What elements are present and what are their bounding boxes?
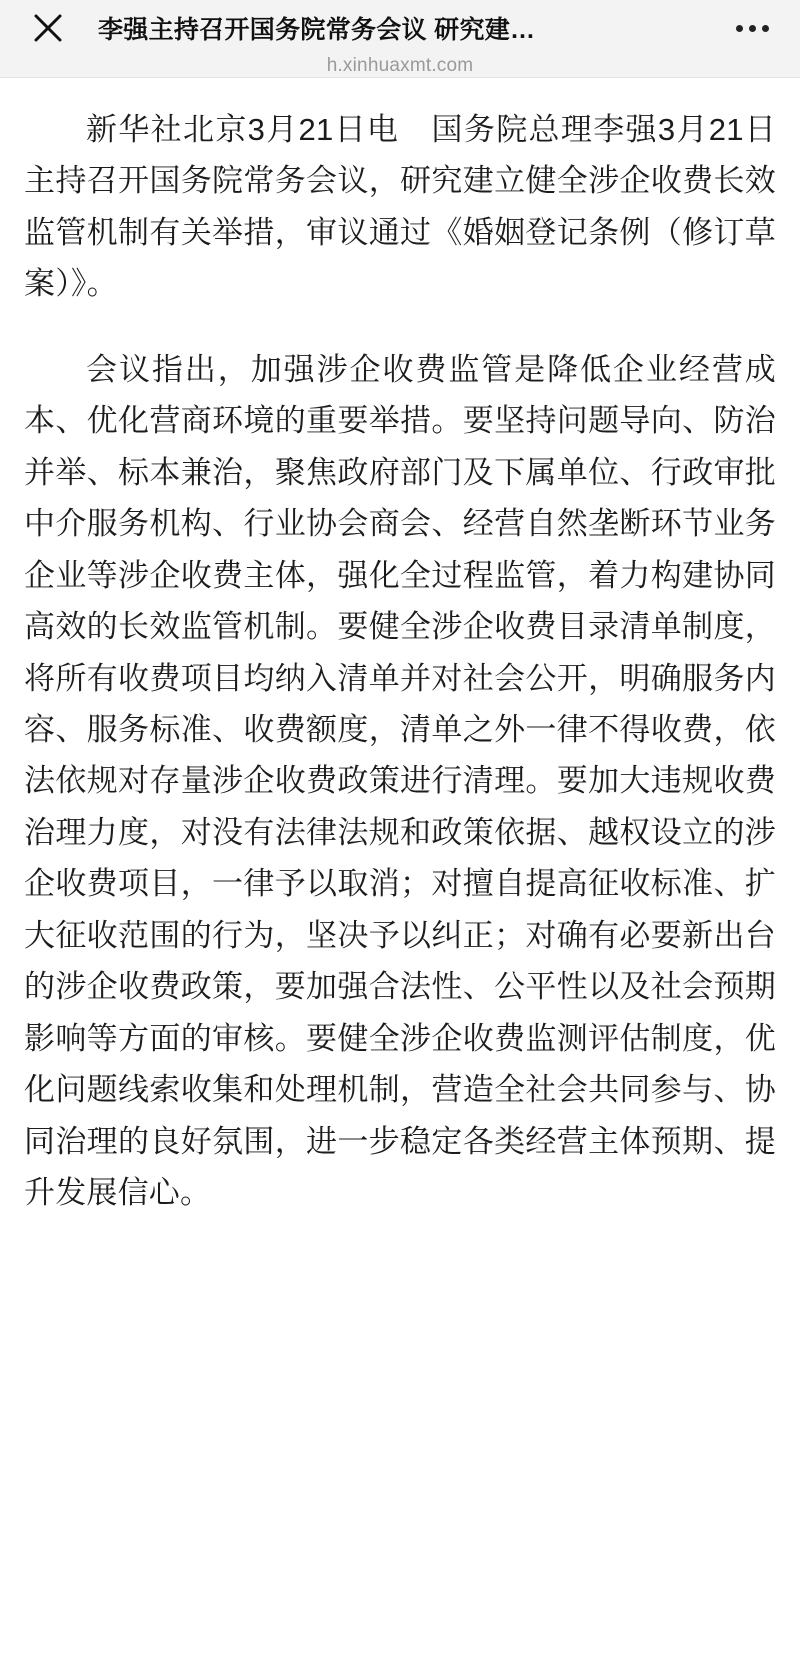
browser-top-bar bbox=[0, 0, 800, 78]
more-options-icon-dot2 bbox=[749, 25, 756, 32]
article-paragraph: 新华社北京3月21日电 国务院总理李强3月21日主持召开国务院常务会议，研究建立健全涉企收费长效监管机制有关举措，审议通过《婚姻登记条例（修订草案）》。 bbox=[24, 112, 776, 302]
more-options-icon-dot3 bbox=[762, 25, 769, 32]
url-text: h.xinhuaxmt.com bbox=[326, 55, 474, 76]
article-body bbox=[0, 78, 800, 1259]
url-row bbox=[0, 56, 800, 78]
browser-bar-row bbox=[0, 0, 800, 56]
page-title: 李强主持召开国务院常务会议 研究建… bbox=[98, 16, 536, 44]
article-paragraph: 会议指出，加强涉企收费监管是降低企业经营成本、优化营商环境的重要举措。要坚持问题导向、防治并举、标本兼治，聚焦政府部门及下属单位、行政审批中介服务机构、行业协会商会、经营自然垄断环节业务企业等涉企收费主体，强化全过程监管，着力构建协同高效的长效监管机制。要健全涉企收费目录清单制度，将所有收费项目均纳入清单并对社会公开，明确服务内容、服务标准、收费额度，清单之外一律不得收费，依法依规对存量涉企收费政策进行清理。要加大违规收费治理力度，对没有法律法规和政策依据、越权设立的涉企收费项目，一律予以取消；对擅自提高征收标准、扩大征收范围的行为，坚决予以纠正；对确有必要新出台的涉企收费政策，要加强合法性、公平性以及社会预期影响等方面的审核。要健全涉企收费监测评估制度，优化问题线索收集和处理机制，营造全社会共同参与、协同治理的良好氛围，进一步稳定各类经营主体预期、提升发展信心。 bbox=[24, 351, 776, 1211]
close-button[interactable] bbox=[26, 6, 70, 50]
more-options-button[interactable] bbox=[726, 6, 778, 50]
more-options-icon bbox=[736, 25, 743, 32]
close-icon bbox=[31, 11, 65, 45]
